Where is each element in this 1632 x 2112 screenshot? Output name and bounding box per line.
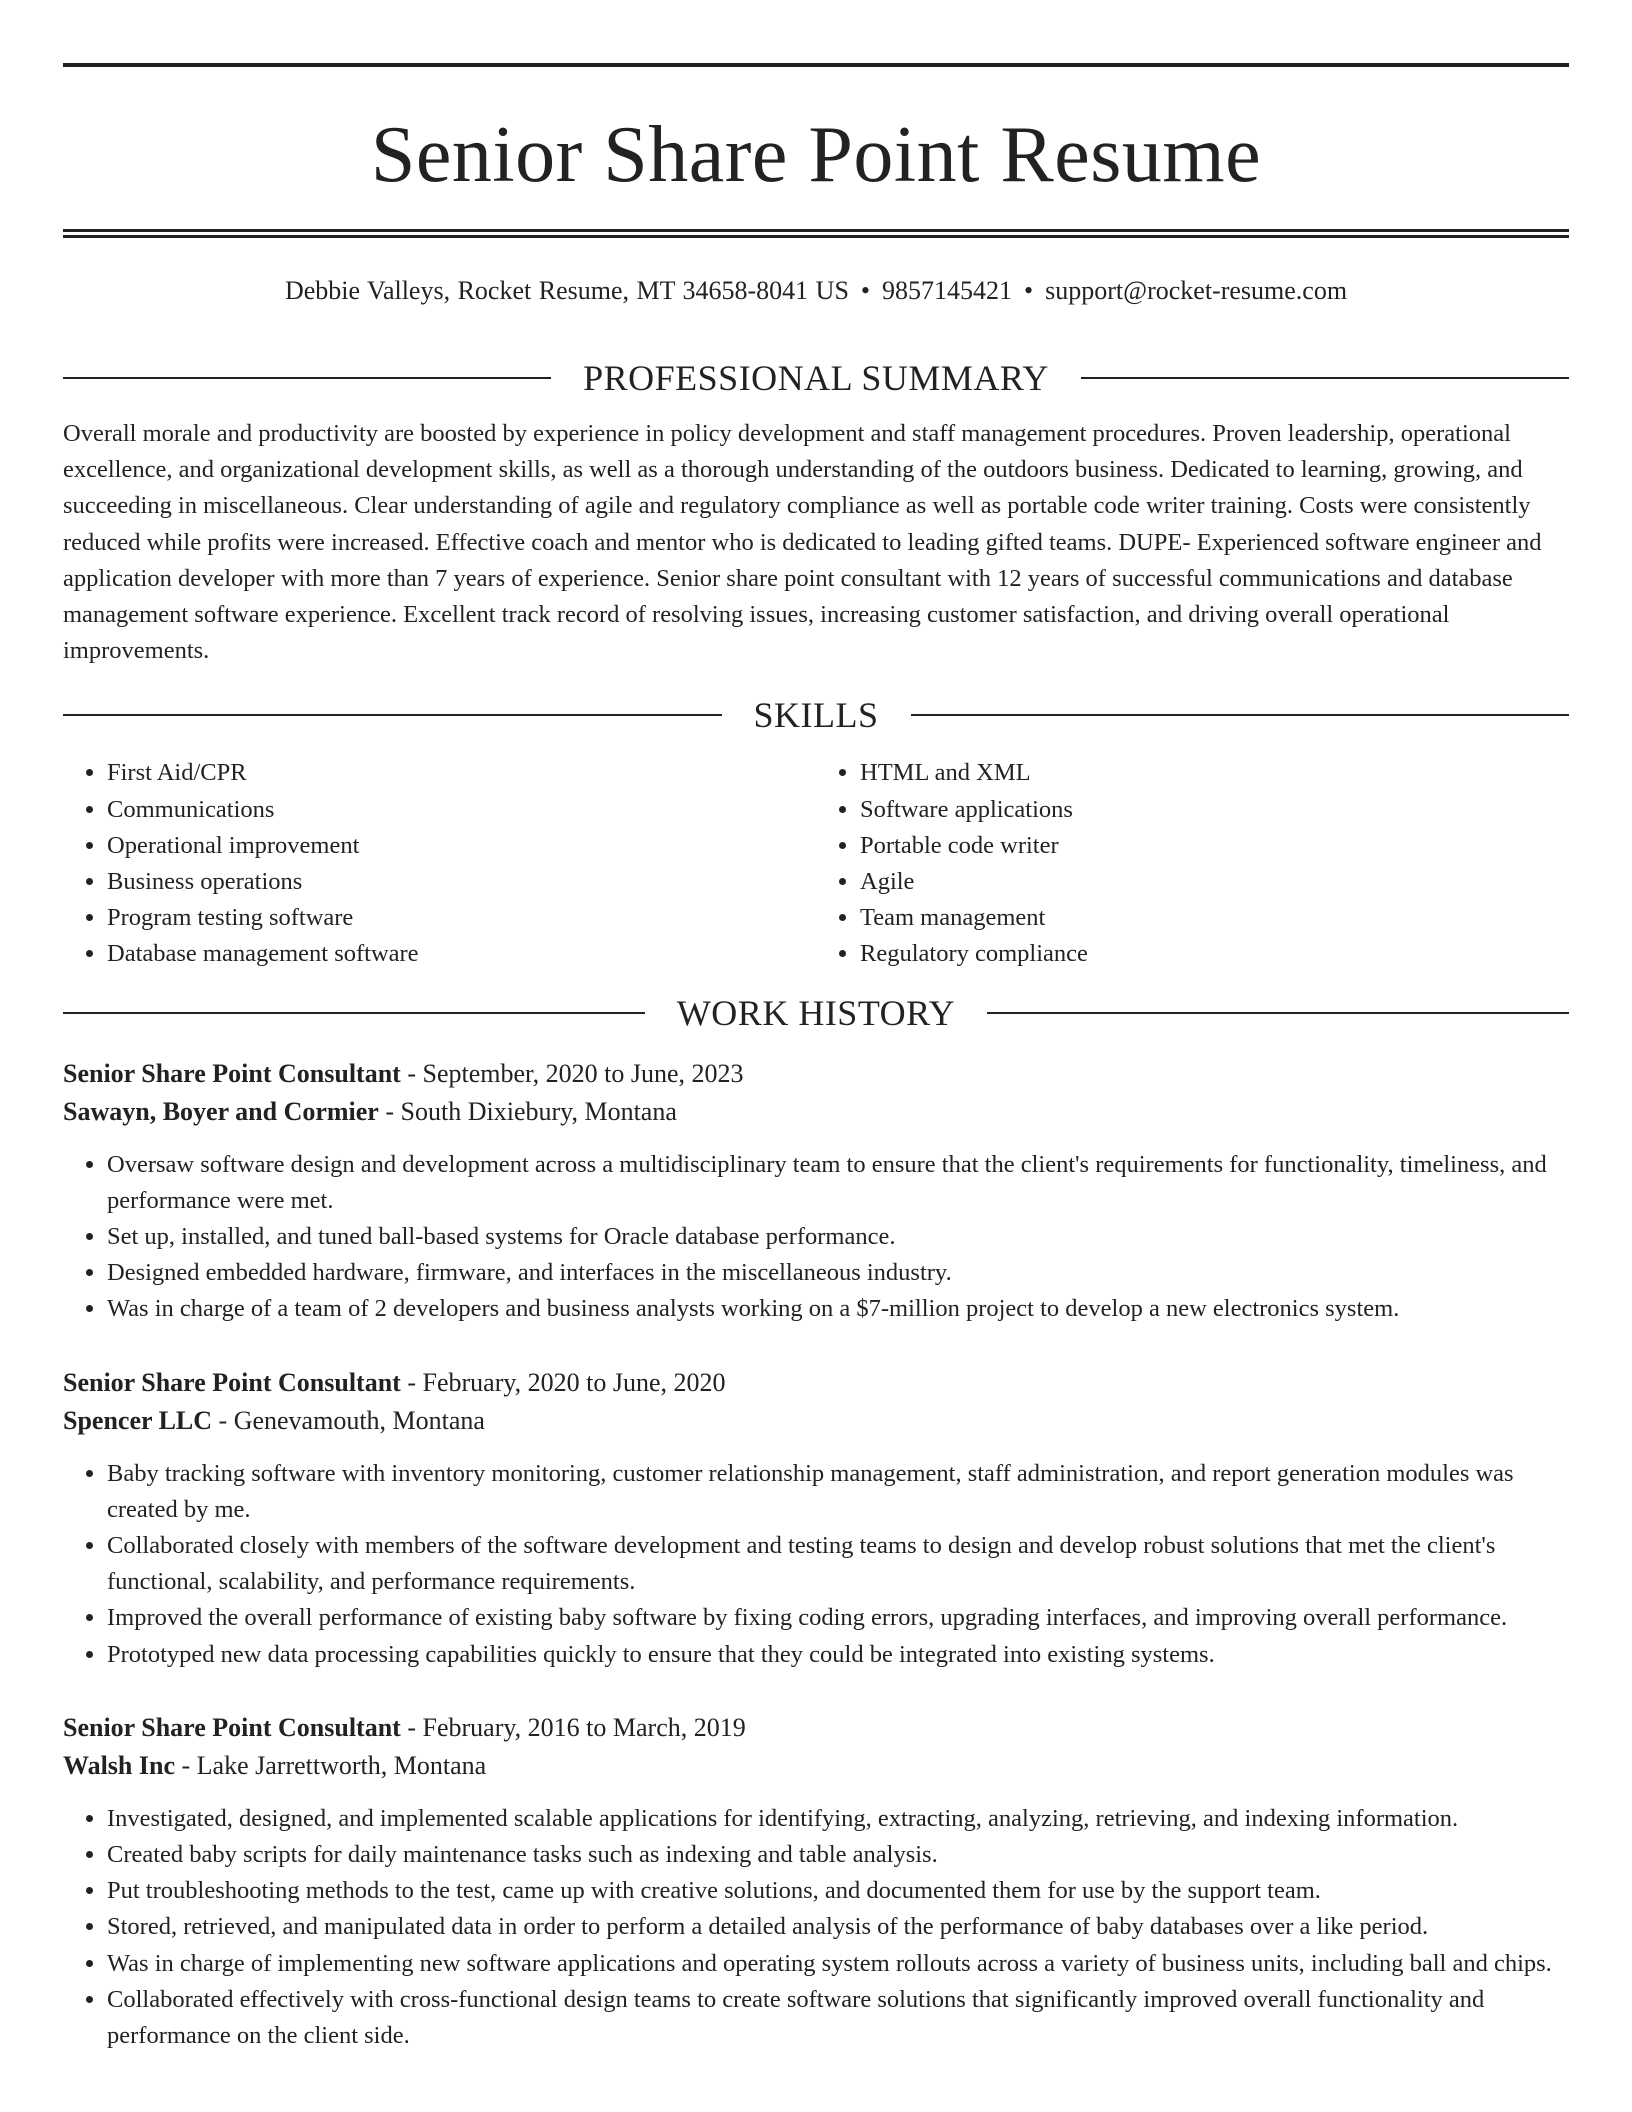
skill-item: • Business operations xyxy=(107,864,816,900)
heading-rule-left xyxy=(63,714,722,716)
job-bullets xyxy=(63,1456,1569,1673)
skill-item: • Software applications xyxy=(860,792,1569,828)
job-bullet: • Was in charge of a team of 2 developers and business analysts working on a $7-million project to develop a new electronics system. xyxy=(107,1291,1569,1327)
skill-item: • Communications xyxy=(107,792,816,828)
summary-text: Overall morale and productivity are boosted by experience in policy development and staff management procedures. Proven leadership, operational excellence, and organizational development skills, as well as a thorough understanding of the outdoors business. Dedicated to learning, growing, and succeeding in miscellaneous. Clear understanding of agile and regulatory compliance as well as portable code writer training. Costs were consistently reduced while profits were increased. Effective coach and mentor who is dedicated to leading gifted teams. DUPE- Experienced software engineer and application developer with more than 7 years of experience. Senior share point consultant with 12 years of successful communications and database management software experience. Excellent track record of resolving issues, increasing customer satisfaction, and driving overall operational improvements. xyxy=(63,420,1542,665)
heading-rule-right xyxy=(911,714,1570,716)
job-company-line xyxy=(63,1402,1569,1440)
dash: - xyxy=(212,1405,234,1435)
job-company: Sawayn, Boyer and Cormier xyxy=(63,1096,379,1126)
heading-rule-left xyxy=(63,377,551,379)
job-bullet: • Investigated, designed, and implemented scalable applications for identifying, extracting, analyzing, retrieving, and indexing information. xyxy=(107,1801,1569,1837)
skills-column-left xyxy=(63,755,816,972)
dash: - xyxy=(400,1367,423,1397)
job-bullet: • Collaborated closely with members of the software development and testing teams to design and develop robust solutions that met the client's functional, scalability, and performance requirements. xyxy=(107,1528,1569,1600)
job-entry xyxy=(63,1364,1569,1673)
job-bullet: • Set up, installed, and tuned ball-based systems for Oracle database performance. xyxy=(107,1219,1569,1255)
job-title: Senior Share Point Consultant xyxy=(63,1058,401,1088)
skill-item: • Portable code writer xyxy=(860,828,1569,864)
job-title-line xyxy=(63,1709,1569,1747)
skills-heading xyxy=(63,695,1569,735)
contact-phone: 9857145421 xyxy=(882,276,1013,305)
skill-item: • Team management xyxy=(860,900,1569,936)
job-bullets xyxy=(63,1147,1569,1328)
job-title: Senior Share Point Consultant xyxy=(63,1712,401,1742)
job-dates: February, 2016 to March, 2019 xyxy=(422,1712,746,1742)
top-rule xyxy=(63,63,1569,67)
job-company: Spencer LLC xyxy=(63,1405,213,1435)
title-double-rule xyxy=(63,229,1569,238)
skill-item: • First Aid/CPR xyxy=(107,755,816,791)
skill-item: • HTML and XML xyxy=(860,755,1569,791)
job-dates: September, 2020 to June, 2023 xyxy=(422,1058,744,1088)
skills-column-right xyxy=(816,755,1569,972)
job-title-line xyxy=(63,1055,1569,1093)
job-bullet: • Improved the overall performance of existing baby software by fixing coding errors, upgrading interfaces, and improving overall performance. xyxy=(107,1600,1569,1636)
job-company-line xyxy=(63,1747,1569,1785)
job-bullet: • Prototyped new data processing capabilities quickly to ensure that they could be integrated into existing systems. xyxy=(107,1637,1569,1673)
job-title: Senior Share Point Consultant xyxy=(63,1367,401,1397)
dash: - xyxy=(175,1750,197,1780)
summary-heading xyxy=(63,358,1569,398)
skill-item: • Agile xyxy=(860,864,1569,900)
dash: - xyxy=(378,1096,401,1126)
contact-email: support@rocket-resume.com xyxy=(1045,276,1348,305)
job-bullet: • Created baby scripts for daily maintenance tasks such as indexing and table analysis. xyxy=(107,1837,1569,1873)
job-bullet: • Oversaw software design and development across a multidisciplinary team to ensure that the client's requirements for functionality, timeliness, and performance were met. xyxy=(107,1147,1569,1219)
contact-address: Debbie Valleys, Rocket Resume, MT 34658-8041 US xyxy=(284,276,849,305)
job-bullet: • Baby tracking software with inventory monitoring, customer relationship management, staff administration, and report generation modules was created by me. xyxy=(107,1456,1569,1528)
resume-title: Senior Share Point Resume xyxy=(370,111,1262,199)
heading-rule-right xyxy=(987,1012,1569,1014)
job-bullets xyxy=(63,1801,1569,2054)
job-company-line xyxy=(63,1093,1569,1131)
skill-item: • Regulatory compliance xyxy=(860,936,1569,972)
dash: - xyxy=(400,1712,423,1742)
work-history-heading-label: WORK HISTORY xyxy=(676,992,956,1033)
job-location: South Dixiebury, Montana xyxy=(400,1096,677,1126)
job-bullet: • Was in charge of implementing new software applications and operating system rollouts across a variety of business units, including ball and chips. xyxy=(107,1946,1569,1982)
job-dates: February, 2020 to June, 2020 xyxy=(422,1367,726,1397)
contact-separator: • xyxy=(1024,276,1034,305)
skills-heading-label: SKILLS xyxy=(753,695,879,736)
work-history-heading xyxy=(63,993,1569,1033)
contact-line xyxy=(63,276,1569,306)
job-title-line xyxy=(63,1364,1569,1402)
contact-separator: • xyxy=(860,276,871,305)
skill-item: • Database management software xyxy=(107,936,816,972)
job-bullet: • Put troubleshooting methods to the test, came up with creative solutions, and documented them for use by the support team. xyxy=(107,1873,1569,1909)
job-company: Walsh Inc xyxy=(63,1750,175,1780)
job-bullet: • Collaborated effectively with cross-functional design teams to create software solutions that significantly improved overall functionality and performance on the client side. xyxy=(107,1982,1569,2054)
skill-item: • Operational improvement xyxy=(107,828,816,864)
job-entry xyxy=(63,1709,1569,2054)
job-bullet: • Stored, retrieved, and manipulated data in order to perform a detailed analysis of the performance of baby databases over a like period. xyxy=(107,1909,1569,1945)
job-bullet: • Designed embedded hardware, firmware, and interfaces in the miscellaneous industry. xyxy=(107,1255,1569,1291)
job-location: Lake Jarrettworth, Montana xyxy=(196,1750,487,1780)
skills-list xyxy=(63,755,1569,972)
heading-rule-left xyxy=(63,1012,645,1014)
heading-rule-right xyxy=(1081,377,1569,379)
job-entry xyxy=(63,1055,1569,1328)
summary-heading-label: PROFESSIONAL SUMMARY xyxy=(583,358,1049,398)
dash: - xyxy=(400,1058,423,1088)
job-location: Genevamouth, Montana xyxy=(233,1405,485,1435)
skill-item: • Program testing software xyxy=(107,900,816,936)
